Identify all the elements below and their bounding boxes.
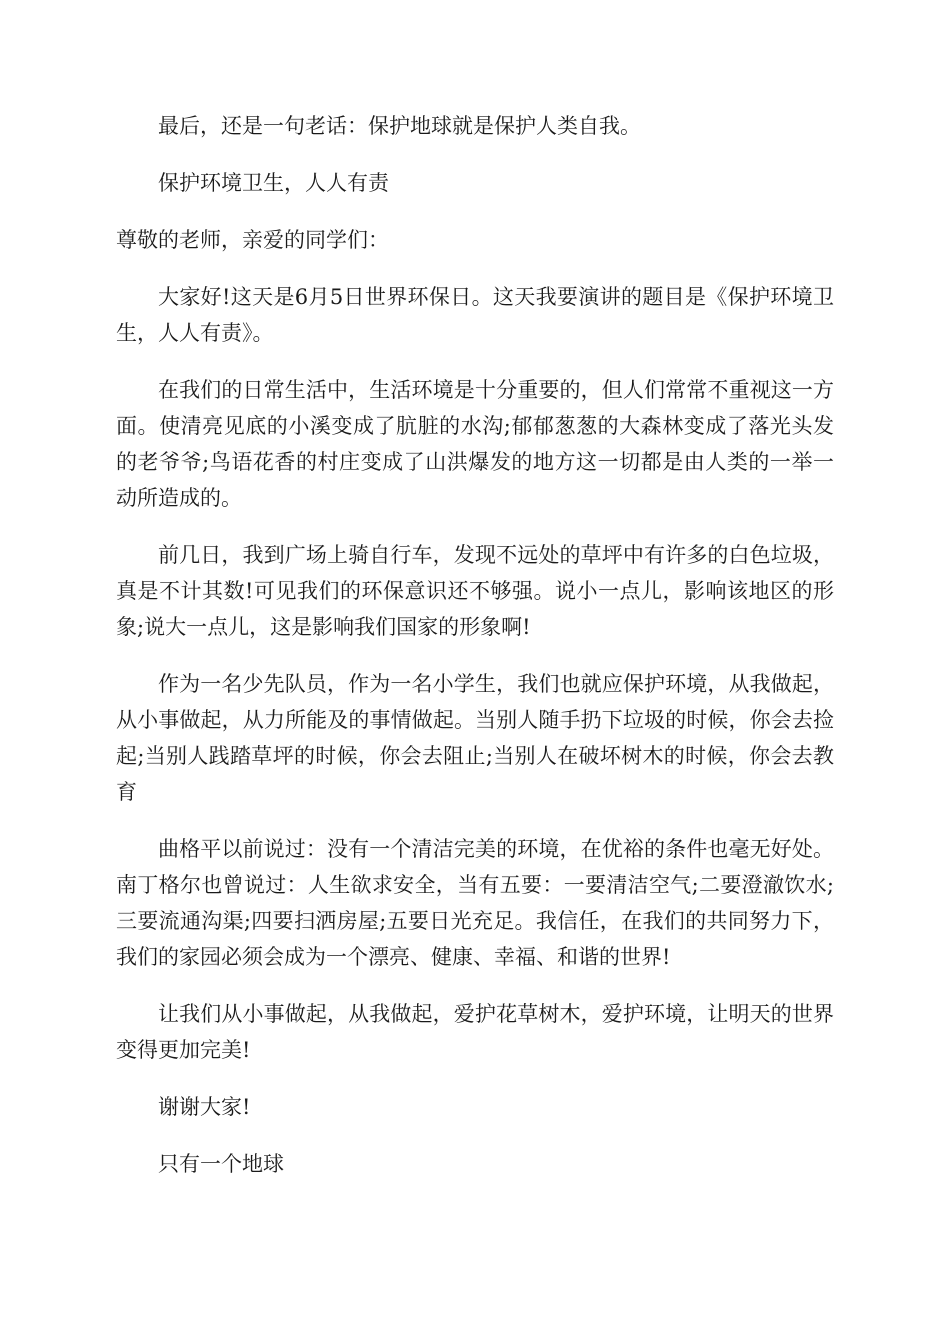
- salutation: 尊敬的老师，亲爱的同学们：: [116, 228, 389, 252]
- paragraph-thanks: 谢谢大家!: [158, 1095, 251, 1119]
- paragraph-greeting: 大家好!这天是6月5日世界环保日。这天我要演讲的题目是《保护环境卫生，人人有责》。: [116, 285, 834, 345]
- paragraph-daily-life: 在我们的日常生活中，生活环境是十分重要的，但人们常常不重视这一方面。使清亮见底的小溪变成了肮脏的水沟;郁郁葱葱的大森林变成了落光头发的老爷爷;鸟语花香的村庄变成了山洪爆发的地方这一切都是由人类的一举一动所造成的。: [116, 378, 834, 510]
- document-body: [116, 108, 834, 1203]
- paragraph-square-observation: 前几日，我到广场上骑自行车，发现不远处的草坪中有许多的白色垃圾，真是不计其数!可见我们的环保意识还不够强。说小一点儿，影响该地区的形象;说大一点儿，这是影响我们国家的形象啊!: [116, 543, 834, 639]
- paragraph-call-to-action: 让我们从小事做起，从我做起，爱护花草树木，爱护环境，让明天的世界变得更加完美!: [116, 1002, 834, 1062]
- paragraph-closing-remark: 最后，还是一句老话：保护地球就是保护人类自我。: [158, 114, 641, 138]
- paragraph-young-pioneer: 作为一名少先队员，作为一名小学生，我们也就应保护环境，从我做起，从小事做起，从力所能及的事情做起。当别人随手扔下垃圾的时候，你会去捡起;当别人践踏草坪的时候，你会去阻止;当别人在破坏树木的时候，你会去教育: [116, 672, 834, 804]
- paragraph-quotes: 曲格平以前说过：没有一个清洁完美的环境，在优裕的条件也毫无好处。南丁格尔也曾说过：人生欲求安全，当有五要：一要清洁空气;二要澄澈饮水;三要流通沟渠;四要扫洒房屋;五要日光充足。我信任，在我们的共同努力下，我们的家园必须会成为一个漂亮、健康、幸福、和谐的世界!: [116, 837, 834, 969]
- speech-title: 保护环境卫生，人人有责: [158, 171, 389, 195]
- next-section-title: 只有一个地球: [158, 1152, 284, 1176]
